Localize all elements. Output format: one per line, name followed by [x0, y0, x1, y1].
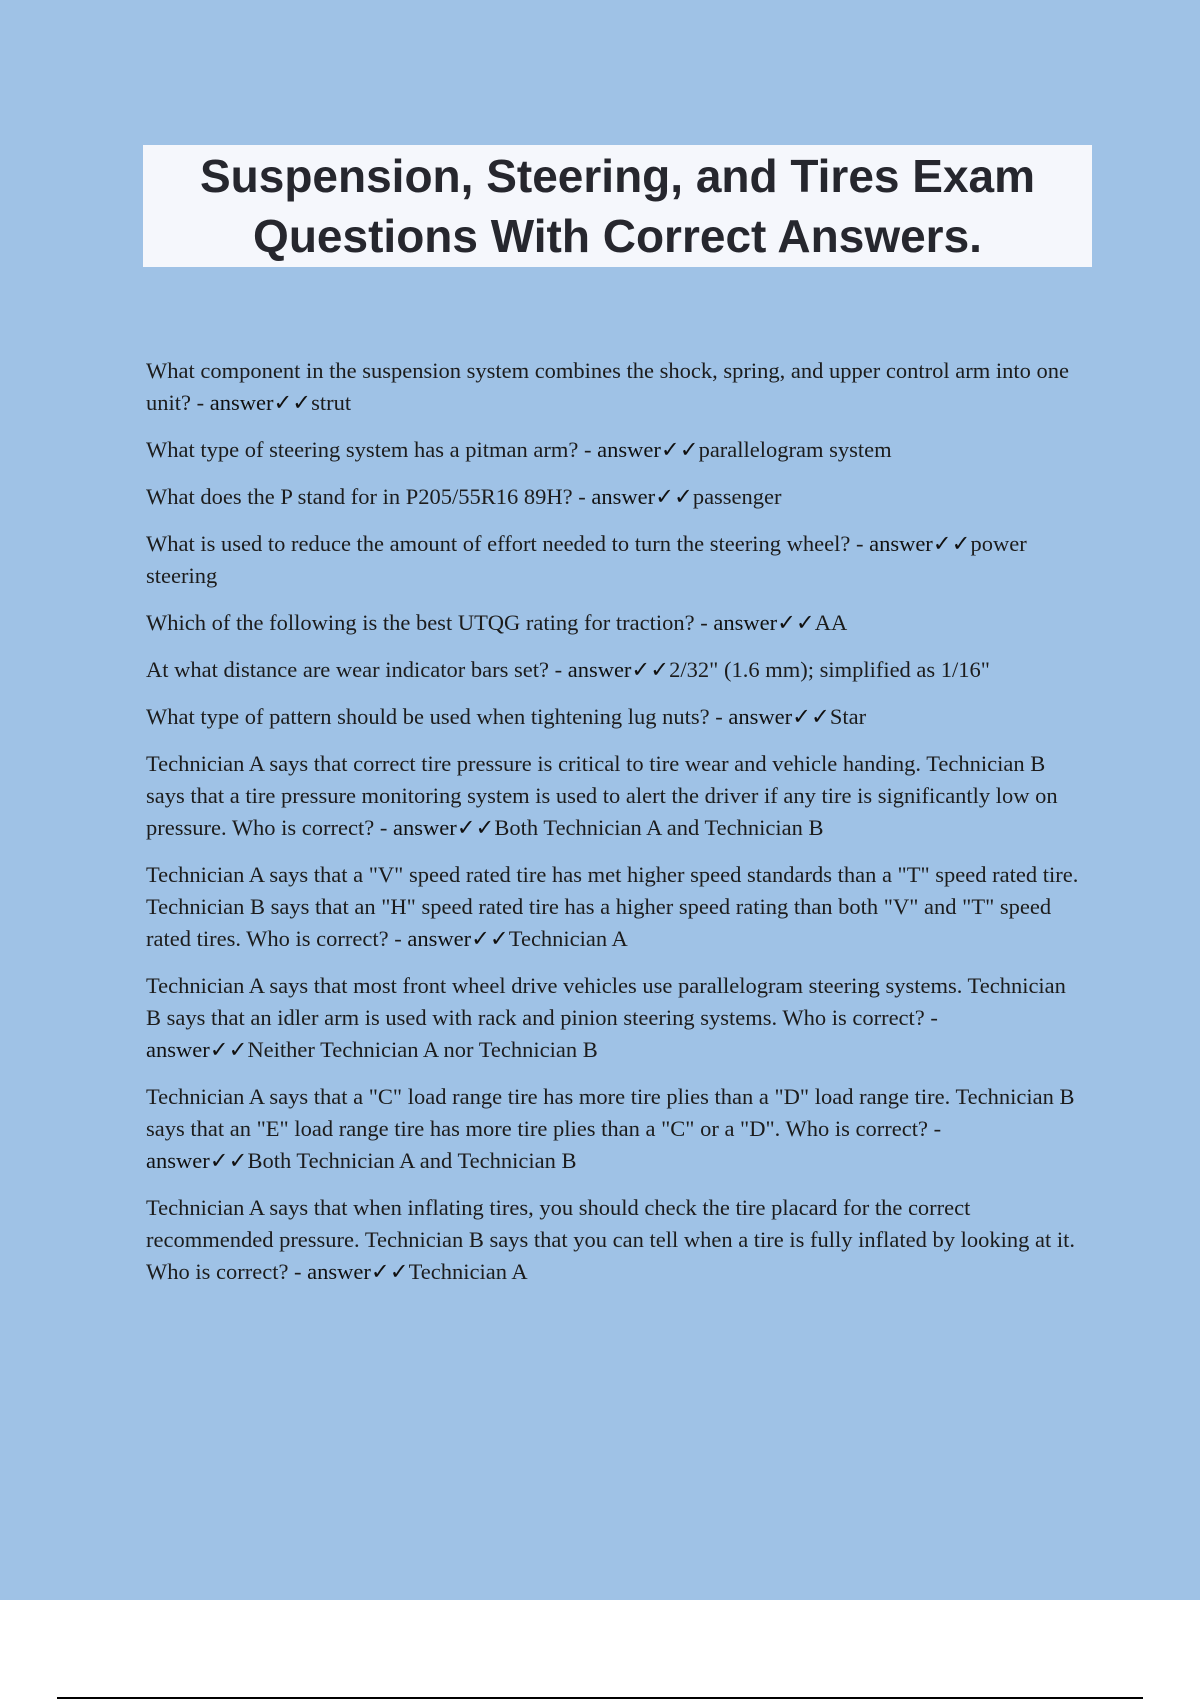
question-text: Technician A says that a "V" speed rated tire has met higher speed standards than a "T" speed rated tire. Technician B says that an "H" speed rated tire has a higher speed rating than both "V" and "T" speed rated tires. Who is correct? - — [146, 862, 1079, 951]
answer-check-marker: answer✓✓ — [392, 815, 495, 840]
question-text: Technician A says that a "C" load range tire has more tire plies than a "D" load range tire. Technician B says that an "E" load range tire has more tire plies than a "C" or a "D". Who is correct? - — [146, 1084, 1075, 1141]
question-text: What type of steering system has a pitman arm? - — [146, 437, 598, 462]
answer-check-marker: answer✓✓ — [567, 657, 670, 682]
qa-item — [146, 1192, 1086, 1288]
question-text: What type of pattern should be used when tightening lug nuts? - — [146, 704, 729, 729]
answer-text: strut — [311, 390, 352, 415]
question-text: What is used to reduce the amount of effort needed to turn the steering wheel? - — [146, 531, 870, 556]
answer-text: Technician A — [508, 926, 628, 951]
answer-text: Both Technician A and Technician B — [494, 815, 824, 840]
answer-text: parallelogram system — [698, 437, 892, 462]
answer-text: 2/32" (1.6 mm); simplified as 1/16" — [669, 657, 990, 682]
answer-text: Neither Technician A nor Technician B — [247, 1037, 598, 1062]
question-text: What component in the suspension system combines the shock, spring, and upper control arm into one unit? - — [146, 358, 1069, 415]
answer-text: passenger — [692, 484, 782, 509]
answer-text: Technician A — [408, 1259, 528, 1284]
qa-item — [146, 654, 1086, 686]
answer-check-marker: answer✓✓ — [597, 437, 699, 462]
answer-check-marker: answer✓✓ — [307, 1259, 409, 1284]
qa-item — [146, 355, 1086, 419]
answer-check-marker: answer✓✓ — [209, 390, 312, 415]
question-text: Technician A says that correct tire pressure is critical to tire wear and vehicle handing. Technician B says that a tire pressure monitoring system is used to alert the driver if any tire is significantly low on pressure. Who is correct? - — [146, 751, 1058, 840]
qa-item — [146, 434, 1086, 466]
answer-check-marker: answer✓✓ — [713, 610, 815, 635]
qa-item — [146, 970, 1086, 1066]
qa-item — [146, 748, 1086, 844]
question-text: At what distance are wear indicator bars set? - — [146, 657, 568, 682]
qa-item — [146, 528, 1086, 592]
question-text: Technician A says that most front wheel drive vehicles use parallelogram steering systems. Technician B says that an idler arm is used with rack and pinion steering systems. Who is correct? - — [146, 973, 1066, 1030]
answer-check-marker: answer✓✓ — [146, 1037, 248, 1062]
page-title: Suspension, Steering, and Tires Exam Questions With Correct Answers. — [199, 150, 1036, 262]
title-banner — [143, 145, 1092, 267]
answer-text: AA — [814, 610, 848, 635]
answer-check-marker: answer✓✓ — [146, 1148, 248, 1173]
answer-text: power steering — [146, 531, 1027, 588]
qa-item — [146, 481, 1086, 513]
question-text: Technician A says that when inflating tires, you should check the tire placard for the correct recommended pressure. Technician B says that you can tell when a tire is fully inflated by looking at it. Who is correct? - — [146, 1195, 1076, 1284]
question-text: Which of the following is the best UTQG rating for traction? - — [146, 610, 714, 635]
answer-text: Star — [829, 704, 867, 729]
question-text: What does the P stand for in P205/55R16 89H? - — [146, 484, 592, 509]
answer-check-marker: answer✓✓ — [869, 531, 971, 556]
qa-item — [146, 701, 1086, 733]
qa-item — [146, 1081, 1086, 1177]
footer-divider — [57, 1697, 1143, 1699]
qa-item — [146, 859, 1086, 955]
answer-text: Both Technician A and Technician B — [247, 1148, 577, 1173]
answer-check-marker: answer✓✓ — [407, 926, 509, 951]
answer-check-marker: answer✓✓ — [728, 704, 830, 729]
answer-check-marker: answer✓✓ — [591, 484, 693, 509]
qa-item — [146, 607, 1086, 639]
qa-list — [146, 355, 1086, 1303]
